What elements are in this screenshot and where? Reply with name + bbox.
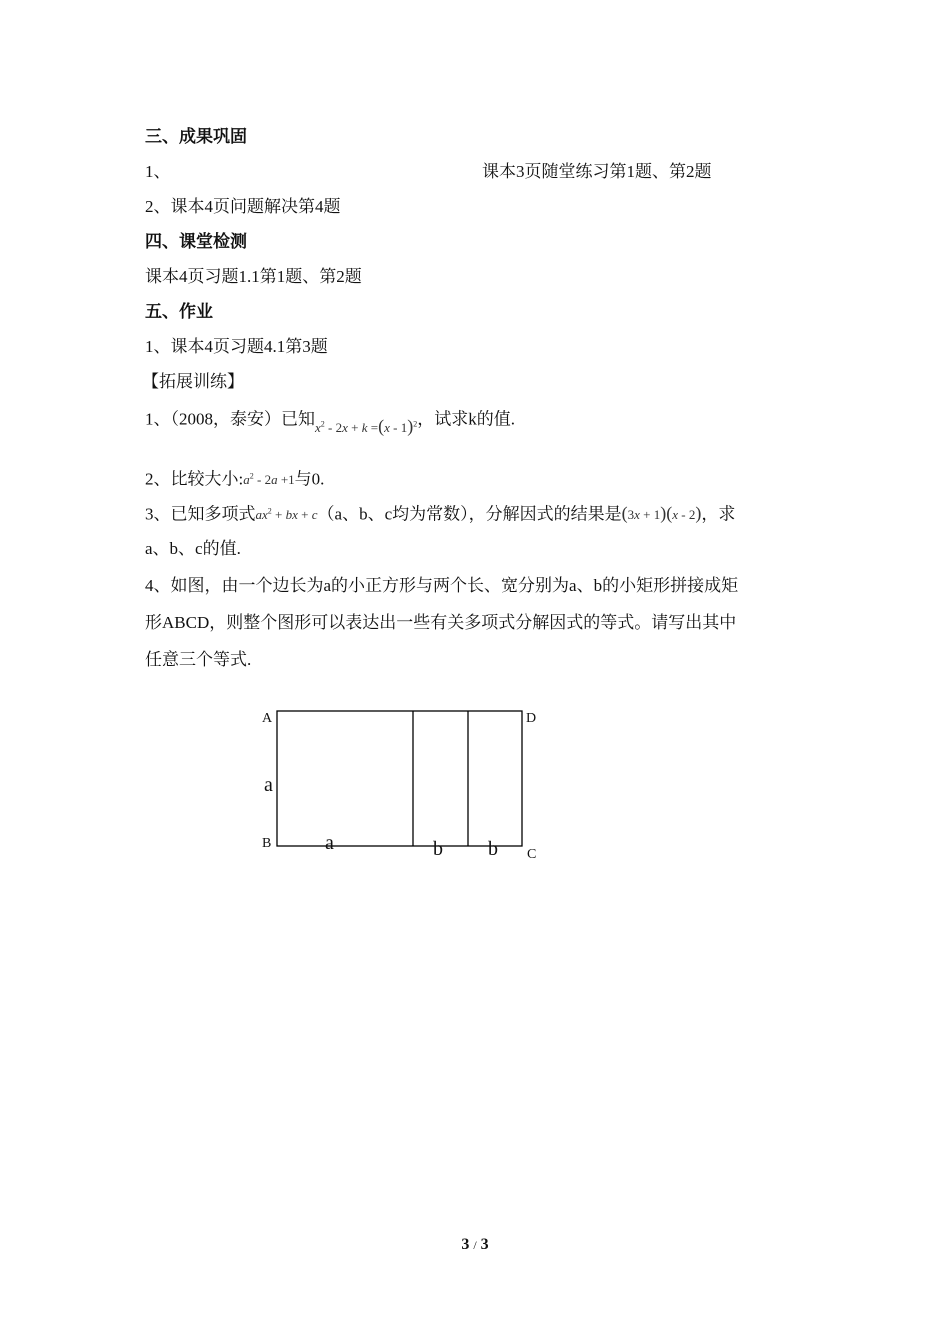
- section-heading-5: 五、作业: [145, 302, 213, 321]
- problem-3-suffix: ，求: [701, 504, 736, 524]
- section-3-item-1-number: 1、: [145, 162, 171, 181]
- problem-4-line-1: 4、如图，由一个边长为a的小正方形与两个长、宽分别为a、b的小矩形拼接成矩: [145, 576, 739, 595]
- outer-rectangle-abcd: [277, 711, 522, 846]
- problem-3-prefix: 3、已知多项式: [145, 504, 256, 524]
- section-3-item-1-text: 课本3页随堂练习第1题、第2题: [482, 162, 712, 181]
- vertex-label-d: D: [526, 711, 537, 726]
- problem-3-middle: （a、b、c均为常数），分解因式的结果是: [317, 504, 622, 524]
- problem-3-line-2: a、b、c的值.: [145, 539, 241, 558]
- problem-2-formula: $a^2 - 2a +1$: [243, 472, 295, 488]
- vertex-label-c: C: [527, 847, 537, 862]
- vertex-label-b: B: [262, 836, 272, 851]
- section-4-item: 课本4页习题1.1第1题、第2题: [145, 267, 362, 286]
- bottom-length-label-a: a: [325, 832, 334, 854]
- problem-4-line-2: 形ABCD，则整个图形可以表达出一些有关多项式分解因式的等式。请写出其中: [145, 613, 737, 632]
- problem-4-line-3: 任意三个等式.: [145, 650, 252, 669]
- problem-1-prefix: 1、（2008，泰安）已知: [145, 409, 315, 429]
- problem-3-polynomial: $ax^2$ + bx + c: [255, 507, 318, 523]
- page-number: [0, 1236, 950, 1254]
- section-5-item: 1、课本4页习题4.1第3题: [145, 337, 328, 356]
- side-length-label-a: a: [264, 774, 273, 796]
- page-separator: /: [473, 1238, 477, 1252]
- problem-1-formula: x2 - 2x + k =(x - 1)2: [315, 416, 418, 437]
- problem-3-factorization: (3x + 1)(x - 2): [621, 503, 702, 524]
- problem-1-suffix: ，试求k的值.: [417, 409, 515, 429]
- section-3-item-2: 2、课本4页问题解决第4题: [145, 197, 341, 216]
- vertex-label-a: A: [262, 711, 273, 726]
- page-total: 3: [480, 1236, 489, 1253]
- bottom-length-label-b-1: b: [433, 838, 443, 860]
- extension-heading: 【拓展训练】: [142, 372, 244, 391]
- section-heading-3: 三、成果巩固: [145, 127, 247, 146]
- problem-2-suffix: 与0.: [294, 469, 325, 489]
- page-current: 3: [461, 1236, 470, 1253]
- problem-2-prefix: 2、比较大小:: [145, 469, 244, 489]
- bottom-length-label-b-2: b: [488, 838, 498, 860]
- section-heading-4: 四、课堂检测: [145, 232, 247, 251]
